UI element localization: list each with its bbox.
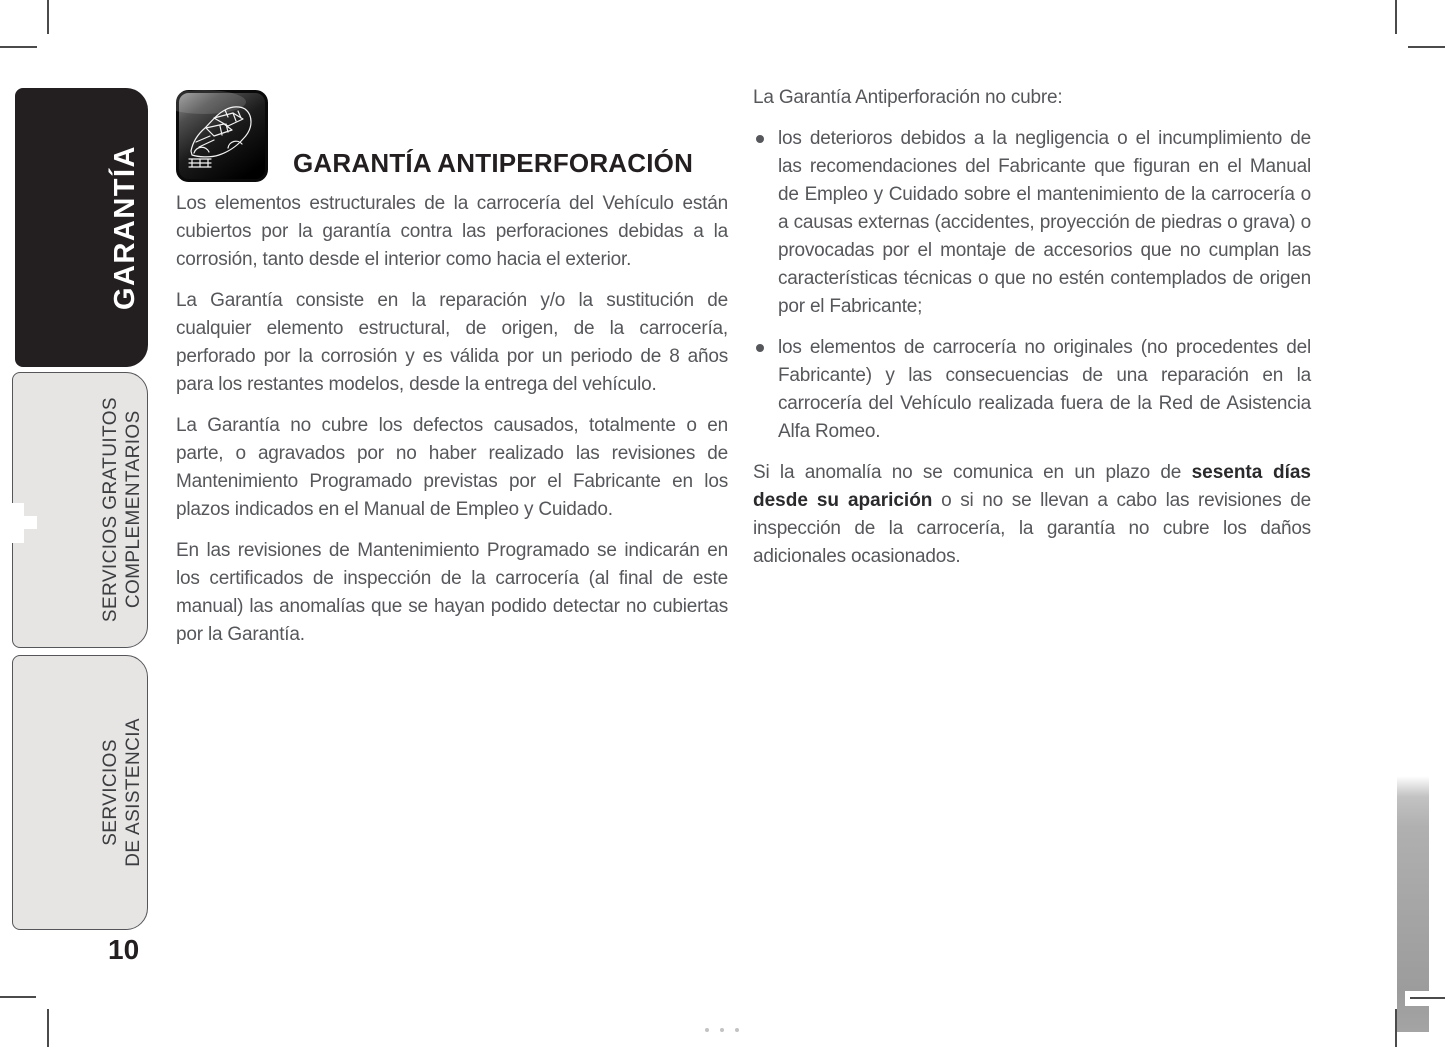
right-text-column	[753, 84, 1311, 584]
crop-mark-bottom-left-vertical	[47, 1009, 49, 1047]
exclusions-list	[753, 125, 1311, 446]
closing-bold-phrase: sesenta días desde su aparición	[753, 462, 1311, 511]
registration-plus-mark	[11, 503, 24, 543]
scan-speck	[735, 1028, 739, 1032]
crop-mark-bottom-right-vertical	[1395, 1009, 1397, 1047]
scan-speck	[705, 1028, 709, 1032]
page-number: 10	[108, 934, 140, 965]
section-title: GARANTÍA ANTIPERFORACIÓN	[293, 148, 694, 178]
crop-mark-top-left-vertical	[47, 0, 49, 34]
left-text-column	[176, 190, 728, 662]
sidebar-tab-servicios-asistencia	[12, 655, 148, 930]
crop-mark-top-right-vertical	[1395, 0, 1397, 34]
crop-mark-bottom-left-horizontal	[0, 996, 36, 998]
sidebar-tab-servicios-gratuitos	[12, 372, 148, 648]
intro-line: La Garantía Antiperforación no cubre:	[753, 87, 1063, 108]
sidebar-tab-servicios-gratuitos-label: SERVICIOS GRATUITOS COMPLEMENTARIOS	[100, 397, 144, 623]
list-item: los deterioros debidos a la negligencia o el incumplimiento de las recomendaciones del Fabricante que figuran en el Manual de Empleo y Cuidado sobre el mantenimiento de la carrocería o a causas externas (accidentes, proyección de piedras o grava) o provocadas por el montaje de accesorios que no cumplan las características técnicas o que no estén contemplados de origen por el Fabricante;	[753, 125, 1311, 321]
closing-paragraph: Si la anomalía no se comunica en un plazo de sesenta días desde su aparición o si no se llevan a cabo las revisiones de inspección de la carrocería, la garantía no cubre los daños adicionales ocasionados.	[753, 462, 1311, 567]
paragraph: La Garantía no cubre los defectos causados, totalmente o en parte, o agravados por no haber realizado las revisiones de Mantenimiento Programado previstas por el Fabricante en los plazos indicados en el Manual de Empleo y Cuidado.	[176, 415, 728, 520]
car-body-shell-icon	[176, 90, 268, 182]
sidebar-tab-garantia-label: GARANTÍA	[109, 144, 141, 311]
crop-mark-bottom-right-horizontal	[1410, 997, 1445, 999]
scan-speck	[720, 1028, 724, 1032]
paragraph: En las revisiones de Mantenimiento Programado se indicarán en los certificados de inspección de la carrocería (al final de este manual) las anomalías que se hayan podido detectar no cubiertas por la Garantía.	[176, 540, 728, 645]
sidebar-tab-servicios-asistencia-label: SERVICIOS DE ASISTENCIA	[100, 718, 144, 867]
list-item: los elementos de carrocería no originales (no procedentes del Fabricante) y las consecuencias de una reparación en la carrocería del Vehículo realizada fuera de la Red de Asistencia Alfa Romeo.	[753, 334, 1311, 446]
sidebar-tab-garantia	[15, 88, 148, 367]
paragraph: Los elementos estructurales de la carrocería del Vehículo están cubiertos por la garantía contra las perforaciones debidas a la corrosión, tanto desde el interior como hacia el exterior.	[176, 193, 728, 270]
crop-mark-top-right-horizontal	[1408, 46, 1445, 48]
paragraph: La Garantía consiste en la reparación y/o la sustitución de cualquier elemento estructural, de origen, de la carrocería, perforado por la corrosión y es válida por un periodo de 8 años para los restantes modelos, desde la entrega del vehículo.	[176, 290, 728, 395]
crop-mark-top-left-horizontal	[0, 46, 37, 48]
